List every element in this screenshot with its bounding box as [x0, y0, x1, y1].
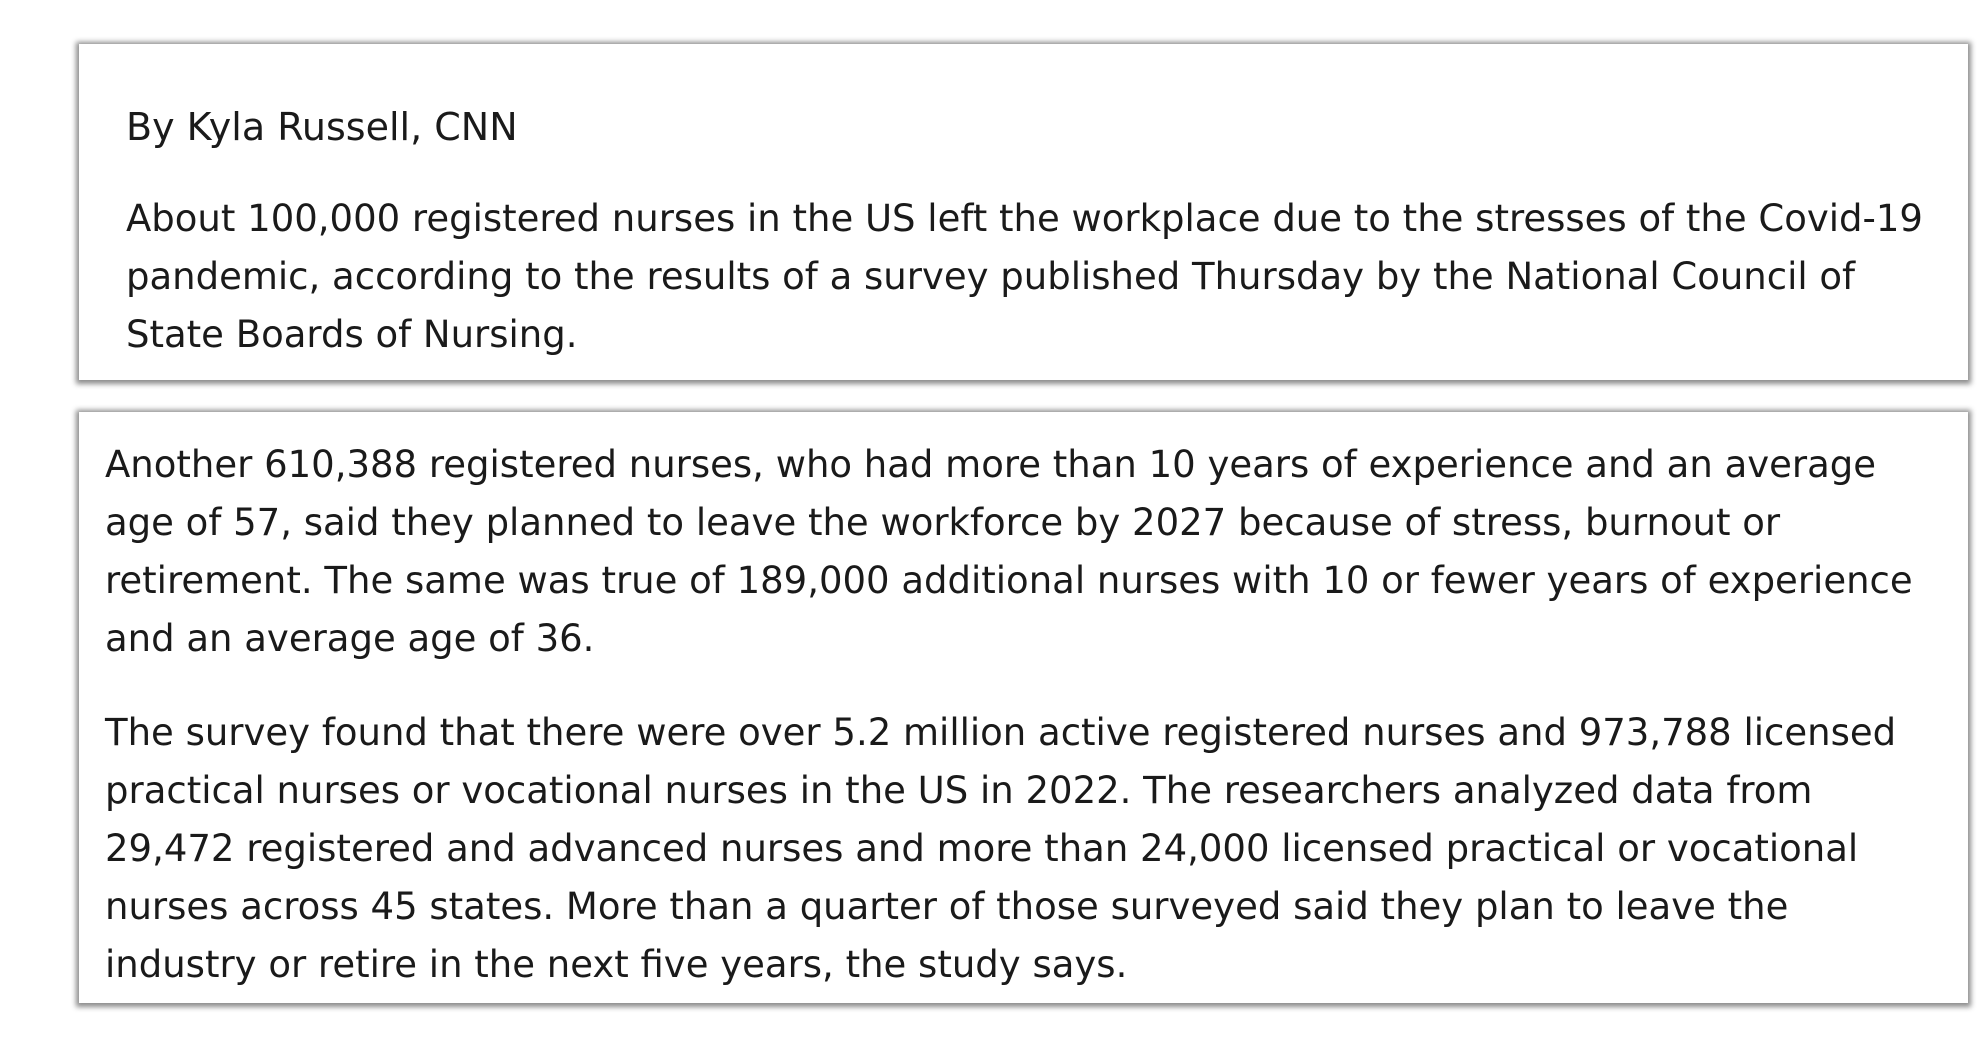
paragraph-survey-findings: The survey found that there were over 5.2 million active registered nurses and 973,788 licensed practical nurses or vocational nurses in the US in 2022. The researchers analyzed data from 29,472 registered and advanced nurses and more than 24,000 licensed practical or vocational nurses across 45 states. More than a quarter of those surveyed said they plan to leave the industry or retire in the next five years, the study says. — [105, 711, 1897, 986]
intro-paragraph: About 100,000 registered nurses in the US left the workplace due to the stresses of the Covid-19 pandemic, according to the results of a survey published Thursday by the National Council of State Boards of Nursing. — [126, 197, 1923, 356]
byline: By Kyla Russell, CNN — [126, 105, 518, 149]
article-excerpt-bottom — [79, 412, 1968, 1003]
article-excerpt-top — [79, 44, 1968, 380]
paragraph-workforce-exit: Another 610,388 registered nurses, who had more than 10 years of experience and an average age of 57, said they planned to leave the workforce by 2027 because of stress, burnout or retirement. The same was true of 189,000 additional nurses with 10 or fewer years of experience and an average age of 36. — [105, 443, 1913, 660]
